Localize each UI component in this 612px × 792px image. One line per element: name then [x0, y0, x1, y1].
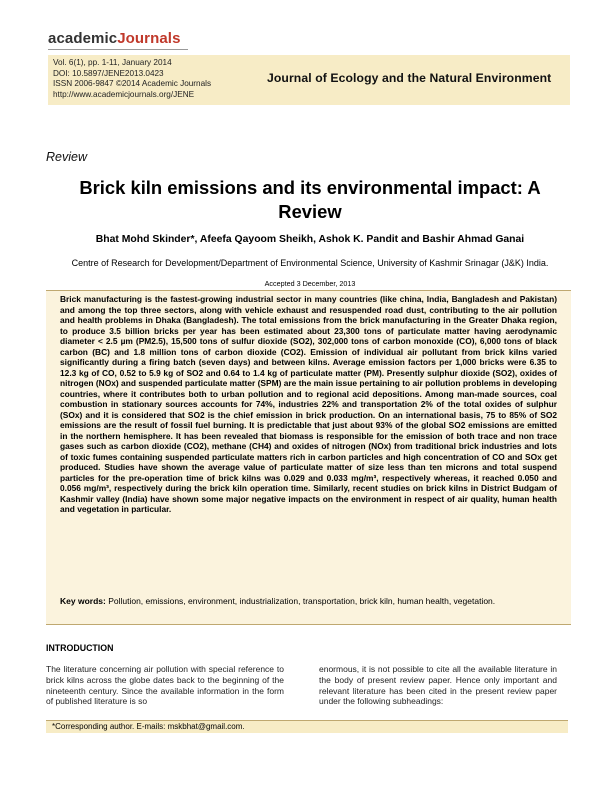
issn-line: ISSN 2006-9847 ©2014 Academic Journals [53, 79, 212, 89]
logo-text-journals: Journals [117, 30, 181, 47]
journal-name: Journal of Ecology and the Natural Environment [267, 71, 552, 85]
affiliation: Centre of Research for Development/Department of Environmental Science, University of Kashmir Srinagar (J&K) India. [71, 258, 549, 268]
author-list: Bhat Mohd Skinder*, Afeefa Qayoom Sheikh, Ashok K. Pandit and Bashir Ahmad Ganai [95, 234, 525, 245]
doi-line: DOI: 10.5897/JENE2013.0423 [53, 68, 164, 78]
article-type-label: Review [46, 150, 87, 164]
intro-column-right: enormous, it is not possible to cite all the available literature in the body of present review paper. Hence only important and relevant literature has been cited in the present review paper under the following subheadings: [319, 664, 557, 707]
section-heading-introduction: INTRODUCTION [46, 643, 114, 653]
url-link[interactable]: http://www.academicjournals.org/JENE [53, 89, 195, 99]
publisher-logo [48, 30, 181, 47]
logo-underline [48, 49, 188, 50]
citation-meta [53, 58, 211, 100]
article-title: Brick kiln emissions and its environmental impact: A Review [79, 177, 541, 222]
intro-column-left: The literature concerning air pollution with special reference to brick kilns across the globe dates back to the beginning of the nineteenth century. Since the available information in the form of published literature is so [46, 664, 284, 707]
volume-line: Vol. 6(1), pp. 1-11, January 2014 [53, 58, 172, 67]
logo-text-academic: academic [48, 30, 118, 47]
accepted-date: Accepted 3 December, 2013 [264, 279, 356, 288]
keywords [60, 596, 557, 607]
corresponding-author-note [46, 720, 568, 733]
corresponding-author-text: *Corresponding author. E-mails: mskbhat@gmail.com. [52, 722, 245, 731]
keywords-list: Pollution, emissions, environment, industrialization, transportation, brick kiln, human health, vegetation. [105, 596, 496, 606]
abstract-text: Brick manufacturing is the fastest-growing industrial sector in many countries (like china, India, Bangladesh and Pakistan) and among the top three sectors, along with vehicle exhaust and resuspended road dust, contributing to the air pollution and health problems in Dhaka (Bangladesh). The total emissions from the brick manufacturing in the Greater Dhaka region, to produce 3.5 billion bricks per year has been estimated about 23,300 tons of particulate matter having aerodynamic diameter < 2.5 µm (PM2.5), 15,500 tons of sulfur dioxide (SO2), 302,000 tons of carbon monoxide (CO), 6,000 tons of black carbon (BC) and 1.8 million tons of carbon dioxide (CO2). Emission of individual air pollutant from brick kilns varied significantly during a firing batch (seven days) and between kilns. Average emission factors per 1,000 bricks were 6.35 to 12.3 kg of CO, 0.52 to 5.9 kg of SO2 and 0.64 to 1.4 kg of particulate matter (PM). Presently sulphur dioxide (SO2), oxides of nitrogen (NOx) and suspended particulate matter (SPM) are the main issue pertaining to air pollution problems in developing countries, where it contributes both to urban pollution and to regional acid depositions. Among man-made sources, coal combustion in stationary sources accounts for 74%, industries 22% and transportation 2% of the total oxides of sulphur (SOx) and it is considered that SO2 is the chief emission in brick production. On an international basis, 75 to 85% of SO2 emissions are the result of fossil fuel burning. It is predictable that just about 93% of the global SO2 emissions are emitted in the northern hemisphere. It has been revealed that biomass is responsible for the emission of both trace and non trace gases such as carbon dioxide (CO2), methane (CH4) and oxides of nitrogen (NOx) from traditional brick industries and lots of toxic fumes containing suspended particulate matters rich in carbon particles and high concentration of CO and SOx get produced. Studies have shown the average value of particulate matter of size less than ten microns and total suspend particles for the pre-operation time of brick kilns was 0.029 and 0.033 mg/m³, respectively whereas, it reached 0.050 and 0.056 mg/m³, respectively during the brick kiln operation time. Similarly, recent studies on brick kilns in District Budgam of Kashmir valley (India) have shown some major negative impacts on the environment in respect of air quality, human health and vegetation in particular. [60, 294, 557, 514]
keywords-label: Key words: [60, 596, 106, 606]
